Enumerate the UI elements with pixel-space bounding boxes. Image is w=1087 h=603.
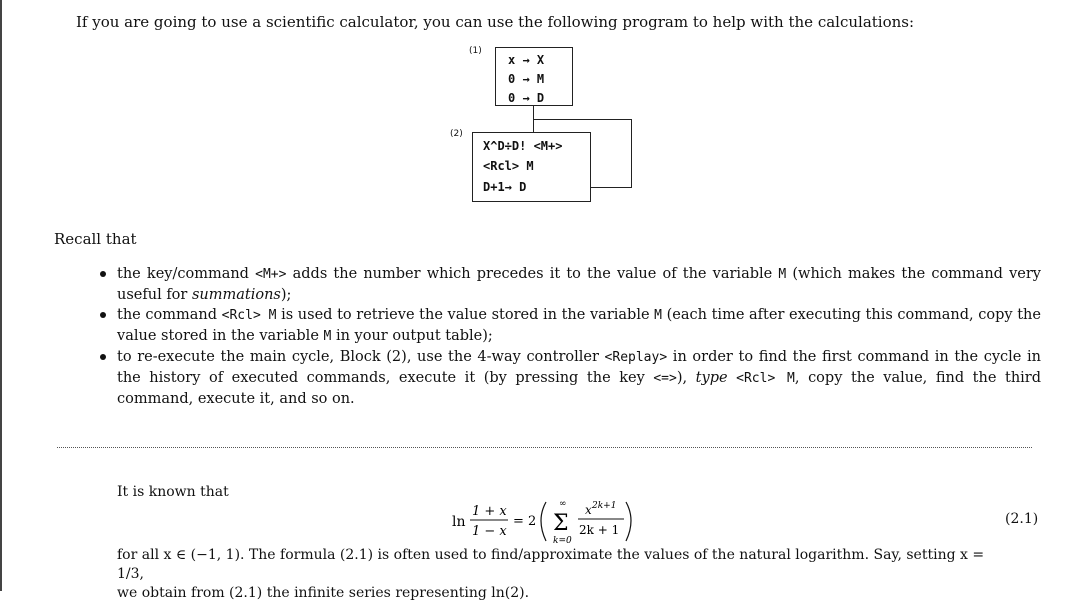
loop-line-top [533,119,631,120]
bullet-text: the key/command [117,266,256,282]
sigma-symbol: Σ [553,511,569,536]
command-code: <=> [653,371,677,386]
closing-line: for all x ∈ (−1, 1). The formula (2.1) is often used to find/approximate the values of the natural logarithm. Say, setting x = 1/3, [117,547,985,582]
ln-symbol: ln [452,514,466,530]
emphasis-text: type [695,370,728,386]
right-paren [626,502,631,541]
command-code: <Replay> [604,350,668,365]
bullet-text: (which makes the command very useful for [117,266,1041,303]
equation-number: (2.1) [1005,511,1039,527]
program-block-1 [495,47,573,106]
intro-text: If you are going to use a scientific calculator, you can use the following program to help with the calculations: [76,13,915,31]
emphasis-text: summations [191,287,281,303]
block1-label: (1) [469,46,482,56]
series-formula [450,497,650,545]
term-denominator: 2k + 1 [579,523,620,537]
known-text: It is known that [117,484,229,500]
bullet-text: in order to find the first command in the cycle in the history of executed commands, execute it (by pressing the key [117,349,1041,386]
bullet-text: (each time after executing this command, copy the value stored in the variable [117,307,1041,344]
program-block-2 [472,132,591,202]
list-item [96,305,1041,347]
closing-paragraph [117,546,997,603]
loop-line-bottom [590,187,632,188]
bullet-text: adds the number which precedes it to the value of the variable [286,266,779,282]
list-item [96,264,1041,305]
bullet-text: , copy the value, find the third command, execute it, and so on. [117,370,1042,407]
variable-code: M [323,329,332,344]
block2-line: <Rcl> M [483,159,534,173]
left-page-rule [0,0,2,591]
bullet-text: to re-execute the main cycle, Block (2), use the 4-way controller [117,349,605,365]
program-diagram [440,40,660,210]
command-code: <Rcl> M [221,308,277,323]
block1-line: 0 → M [508,72,545,86]
sum-lower-limit: k=0 [553,536,572,545]
bullet-text: is used to retrieve the value stored in the variable [276,307,655,323]
block2-label: (2) [450,129,463,139]
variable-code: M [778,267,787,282]
block2-line: X^D÷D! <M+> [483,139,563,153]
block1-line: x → X [508,53,545,67]
block1-line: 0 → D [508,91,545,105]
bullet-icon [100,312,106,318]
section-divider [57,447,1032,448]
fraction-denominator: 1 − x [472,524,507,539]
bullet-icon [100,354,106,360]
loop-line-right [631,119,632,187]
left-paren [541,502,546,541]
term-base: x [585,503,592,517]
command-code: <M+> [255,267,287,282]
bullet-icon [100,271,106,277]
variable-code: M [654,308,662,323]
list-item [96,347,1041,409]
equals-two: = 2 [513,514,537,529]
fraction-numerator: 1 + x [472,504,507,519]
block2-line: D+1→ D [483,180,527,194]
closing-line: we obtain from (2.1) the infinite series representing ln(2). [117,585,530,601]
bullet-text: ), [676,370,696,386]
command-code: <Rcl> M [736,371,795,386]
bullet-text: the command [117,307,222,323]
term-exponent: 2k+1 [592,501,617,511]
recall-list [96,264,1041,409]
bullet-text [728,370,737,386]
bullet-text: ); [280,287,292,303]
sum-upper-limit: ∞ [559,499,567,509]
recall-heading: Recall that [54,230,137,248]
bullet-text: in your output table); [331,328,493,344]
